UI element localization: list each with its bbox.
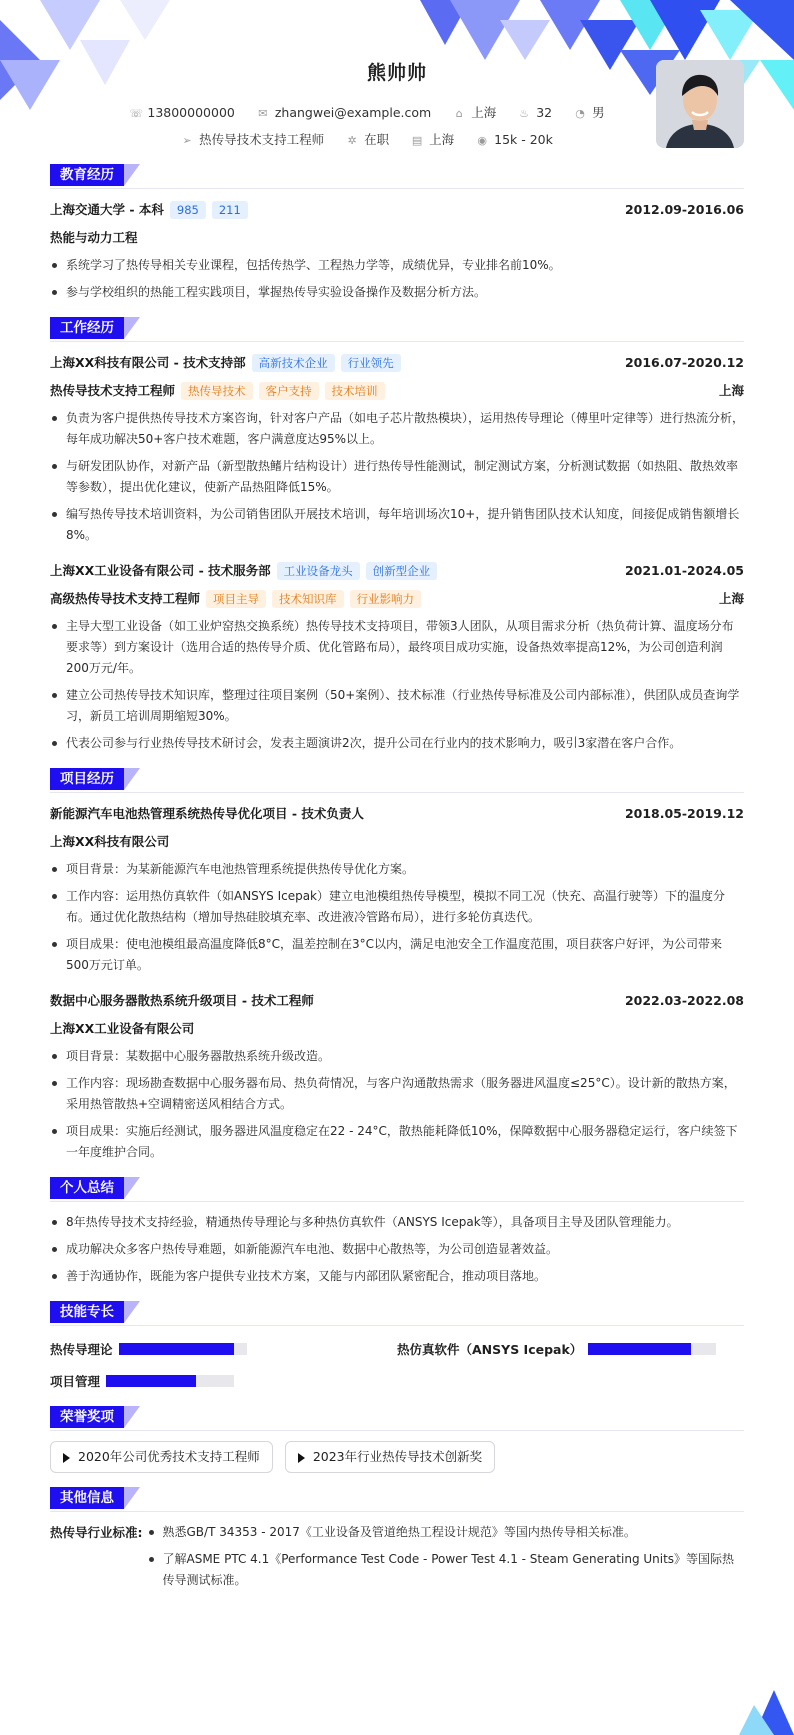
project-company: 上海XX科技有限公司	[50, 834, 170, 849]
list-item: 8年热传导技术支持经验，精通热传导理论与多种热仿真软件（ANSYS Icepak等），具备项目主导及团队管理能力。	[50, 1212, 744, 1233]
education-section	[50, 164, 744, 303]
status-text: 在职	[364, 132, 390, 147]
school-tag: 985	[170, 201, 206, 219]
list-item: 项目背景：某数据中心服务器散热系统升级改造。	[50, 1046, 744, 1067]
work-date: 2021.01-2024.05	[624, 563, 744, 578]
target-job-text: 热传导技术支持工程师	[199, 132, 325, 147]
mail-icon: ✉	[258, 107, 268, 120]
list-item: 主导大型工业设备（如工业炉窑热交换系统）热传导技术支持项目，带领3人团队，从项目需求分析（热负荷计算、温度场分布要求等）到方案设计（选用合适的热传导介质、优化管路布局），最终项目成功实施，设备热效率提高12%，为公司创造利润200万元/年。	[50, 616, 744, 679]
info-row-job	[50, 130, 684, 148]
role-line	[50, 380, 385, 402]
send-icon: ➢	[182, 134, 192, 147]
project-header	[50, 768, 744, 793]
status-item	[346, 130, 389, 148]
project-company-row	[50, 1018, 744, 1040]
award-item	[285, 1441, 495, 1473]
project-section	[50, 768, 744, 1163]
project-bullets	[50, 1046, 744, 1163]
list-item: 善于沟通协作，既能为客户提供专业技术方案，又能与内部团队紧密配合，推动项目落地。	[50, 1266, 744, 1287]
candidate-name: 熊帅帅	[366, 62, 427, 84]
age-text: 32	[536, 105, 553, 120]
project-entry	[50, 990, 744, 1163]
summary-section	[50, 1177, 744, 1287]
project-name: 数据中心服务器散热系统升级项目 - 技术工程师	[50, 993, 314, 1008]
skill-item	[50, 1370, 397, 1392]
gender-item	[574, 103, 605, 121]
awards-section	[50, 1406, 744, 1473]
salary-item	[476, 132, 553, 147]
project-row	[50, 803, 744, 825]
other-bullets	[147, 1522, 745, 1597]
skill-name: 热仿真软件（ANSYS Icepak）	[397, 1342, 583, 1357]
company-tag: 工业设备龙头	[277, 562, 360, 580]
awards-title: 荣誉奖项	[50, 1406, 124, 1428]
cake-icon: ♨	[519, 107, 530, 120]
other-label: 热传导行业标准:	[50, 1525, 143, 1540]
email-text: zhangwei@example.com	[274, 105, 432, 120]
work-city: 上海	[718, 591, 744, 606]
list-item: 项目背景：为某新能源汽车电池热管理系统提供热传导优化方案。	[50, 859, 744, 880]
work-entry	[50, 352, 744, 546]
major-name: 热能与动力工程	[50, 230, 138, 245]
work-entry	[50, 560, 744, 754]
avatar-photo	[656, 60, 744, 148]
summary-bullets	[50, 1212, 744, 1287]
target-city-text: 上海	[429, 132, 455, 147]
education-row	[50, 199, 744, 221]
list-item: 工作内容：运用热仿真软件（如ANSYS Icepak）建立电池模组热传导模型，模拟不同工况（快充、高温行驶等）下的温度分布。通过优化散热结构（增加导热硅胶填充率、改进液冷管路布局），进行多轮仿真迭代。	[50, 886, 744, 928]
company-name: 上海XX科技有限公司 - 技术支持部	[50, 355, 246, 370]
role-row	[50, 588, 744, 610]
list-item: 了解ASME PTC 4.1《Performance Test Code - Power Test 4.1 - Steam Generating Units》等国际热传导测试标准。	[147, 1549, 745, 1591]
company-row	[50, 560, 744, 582]
skill-bar-fill	[588, 1343, 690, 1355]
work-bullets	[50, 408, 744, 546]
company-tag: 创新型企业	[366, 562, 438, 580]
play-icon	[298, 1453, 305, 1463]
other-header	[50, 1487, 744, 1512]
work-city: 上海	[718, 383, 744, 398]
role-tag: 技术培训	[325, 382, 385, 400]
education-entry	[50, 199, 744, 303]
list-item: 熟悉GB/T 34353 - 2017《工业设备及管道绝热工程设计规范》等国内热传导相关标准。	[147, 1522, 745, 1543]
list-item: 负责为客户提供热传导技术方案咨询，针对客户产品（如电子芯片散热模块），运用热传导理论（傅里叶定律等）进行热流分析，每年成功解决50+客户技术难题，客户满意度达95%以上。	[50, 408, 744, 450]
skill-bar	[119, 1343, 247, 1355]
company-tag: 行业领先	[341, 354, 401, 372]
awards-list	[50, 1441, 744, 1473]
list-item: 成功解决众多客户热传导难题，如新能源汽车电池、数据中心散热等，为公司创造显著效益。	[50, 1239, 744, 1260]
project-company-row	[50, 831, 744, 853]
school-line	[50, 199, 248, 221]
skill-bar	[588, 1343, 716, 1355]
work-title: 工作经历	[50, 317, 124, 339]
project-entry	[50, 803, 744, 976]
education-bullets	[50, 255, 744, 303]
work-bullets	[50, 616, 744, 754]
work-header	[50, 317, 744, 342]
skills-header	[50, 1301, 744, 1326]
list-item: 项目成果：实施后经测试，服务器进风温度稳定在22 - 24°C，散热能耗降低10%，保障数据中心服务器稳定运行，客户续签下一年度维护合同。	[50, 1121, 744, 1163]
company-line	[50, 352, 401, 374]
project-row	[50, 990, 744, 1012]
salary-text: 15k - 20k	[494, 132, 553, 147]
building-icon: ▤	[411, 134, 423, 147]
other-section	[50, 1487, 744, 1597]
skill-name: 热传导理论	[50, 1342, 113, 1357]
info-row-basic	[50, 103, 684, 121]
email-item	[257, 105, 431, 120]
gender-icon: ◔	[575, 107, 585, 120]
skill-bar-fill	[106, 1375, 196, 1387]
company-tag: 高新技术企业	[252, 354, 335, 372]
list-item: 项目成果：使电池模组最高温度降低8°C，温差控制在3°C以内，满足电池安全工作温度范围，项目获客户好评，为公司带来500万元订单。	[50, 934, 744, 976]
avatar-illustration	[656, 60, 744, 148]
role-name: 高级热传导技术支持工程师	[50, 591, 201, 606]
project-name: 新能源汽车电池热管理系统热传导优化项目 - 技术负责人	[50, 806, 364, 821]
coin-icon: ◉	[477, 134, 487, 147]
award-text: 2023年行业热传导技术创新奖	[312, 1449, 483, 1464]
other-content	[50, 1522, 744, 1597]
home-icon: ⌂	[455, 107, 463, 120]
role-tag: 客户支持	[259, 382, 319, 400]
role-tag: 热传导技术	[181, 382, 253, 400]
list-item: 参与学校组织的热能工程实践项目，掌握热传导实验设备操作及数据分析方法。	[50, 282, 744, 303]
company-name: 上海XX工业设备有限公司 - 技术服务部	[50, 563, 271, 578]
other-title: 其他信息	[50, 1487, 124, 1509]
school-tag: 211	[212, 201, 248, 219]
resume-header	[50, 0, 744, 168]
list-item: 系统学习了热传导相关专业课程，包括传热学、工程热力学等，成绩优异，专业排名前10%。	[50, 255, 744, 276]
company-line	[50, 560, 437, 582]
education-date: 2012.09-2016.06	[624, 202, 744, 217]
skill-name: 项目管理	[50, 1374, 101, 1389]
company-row	[50, 352, 744, 374]
skill-bar-fill	[119, 1343, 234, 1355]
role-line	[50, 588, 421, 610]
role-row	[50, 380, 744, 402]
project-title: 项目经历	[50, 768, 124, 790]
education-title: 教育经历	[50, 164, 124, 186]
award-text: 2020年公司优秀技术支持工程师	[78, 1449, 260, 1464]
awards-header	[50, 1406, 744, 1431]
play-icon	[63, 1453, 70, 1463]
corner-decoration	[734, 1675, 794, 1735]
phone-item	[129, 105, 234, 120]
list-item: 代表公司参与行业热传导技术研讨会，发表主题演讲2次，提升公司在行业内的技术影响力，吸引3家潜在客户合作。	[50, 733, 744, 754]
location-text: 上海	[471, 105, 497, 120]
list-item: 与研发团队协作，对新产品（新型散热鳍片结构设计）进行热传导性能测试，制定测试方案，分析测试数据（如热阻、散热效率等参数），提出优化建议，使新产品热阻降低15%。	[50, 456, 744, 498]
project-date: 2018.05-2019.12	[624, 806, 744, 821]
list-item: 工作内容：现场勘查数据中心服务器布局、热负荷情况，与客户沟通散热需求（服务器进风温度≤25°C）。设计新的散热方案，采用热管散热+空调精密送风相结合方式。	[50, 1073, 744, 1115]
school-name: 上海交通大学 - 本科	[50, 202, 164, 217]
role-tag: 技术知识库	[272, 590, 344, 608]
phone-text: 13800000000	[147, 105, 235, 120]
major-row	[50, 227, 744, 249]
skill-bar	[106, 1375, 234, 1387]
project-company: 上海XX工业设备有限公司	[50, 1021, 195, 1036]
location-item	[453, 103, 496, 121]
gear-icon: ✲	[347, 134, 357, 147]
work-section	[50, 317, 744, 754]
target-city-item	[411, 130, 454, 148]
skills-title: 技能专长	[50, 1301, 124, 1323]
award-item	[50, 1441, 273, 1473]
education-header	[50, 164, 744, 189]
list-item: 建立公司热传导技术知识库，整理过往项目案例（50+案例）、技术标准（行业热传导标准及公司内部标准），供团队成员查询学习，新员工培训周期缩短30%。	[50, 685, 744, 727]
phone-icon: ☏	[129, 107, 144, 120]
work-date: 2016.07-2020.12	[624, 355, 744, 370]
age-item	[518, 105, 552, 120]
summary-header	[50, 1177, 744, 1202]
project-bullets	[50, 859, 744, 976]
role-name: 热传导技术支持工程师	[50, 383, 176, 398]
role-tag: 项目主导	[206, 590, 266, 608]
role-tag: 行业影响力	[350, 590, 422, 608]
gender-text: 男	[592, 105, 605, 120]
target-job-item	[181, 130, 324, 148]
skill-item	[50, 1338, 397, 1360]
list-item: 编写热传导技术培训资料，为公司销售团队开展技术培训，每年培训场次10+，提升销售团队技术认知度，间接促成销售额增长8%。	[50, 504, 744, 546]
skills-section	[50, 1301, 744, 1402]
summary-title: 个人总结	[50, 1177, 124, 1199]
skill-item	[397, 1338, 744, 1360]
project-date: 2022.03-2022.08	[624, 993, 744, 1008]
skills-list	[50, 1338, 744, 1402]
